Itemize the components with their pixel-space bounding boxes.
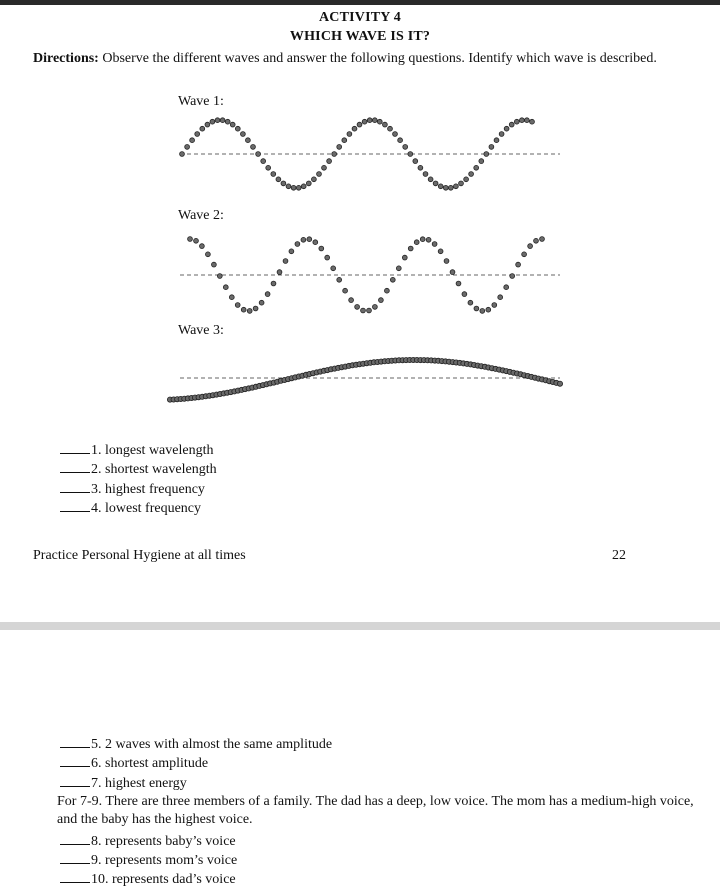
wave1-bead [377, 119, 382, 124]
wave2-bead [200, 244, 205, 249]
answer-blank-5[interactable] [60, 734, 90, 748]
question-2: 2. shortest wavelength [60, 459, 217, 479]
wave1-bead [246, 138, 251, 143]
wave1-bead [433, 181, 438, 186]
wave1-bead [454, 184, 459, 189]
wave1-bead [423, 172, 428, 177]
wave2-bead [307, 237, 312, 242]
wave1-bead [413, 159, 418, 164]
wave2-bead [474, 306, 479, 311]
wave1-bead [205, 122, 210, 127]
wave1-bead [408, 152, 413, 157]
answer-blank-6[interactable] [60, 753, 90, 767]
wave2-bead [408, 246, 413, 251]
wave1-bead [195, 132, 200, 137]
wave2-bead [367, 308, 372, 313]
wave1-bead [509, 122, 514, 127]
scenario-paragraph: For 7-9. There are three members of a family. The dad has a deep, low voice. The mom has a medium-high voice, and the baby has the highest voice. [57, 794, 694, 827]
question-8: 8. represents baby’s voice [60, 831, 236, 851]
wave2-bead [414, 240, 419, 245]
answer-blank-7[interactable] [60, 773, 90, 787]
wave2-bead [212, 262, 217, 267]
wave2-bead [402, 255, 407, 260]
question-7: 7. highest energy [60, 773, 187, 793]
wave1-bead [479, 159, 484, 164]
wave-3-diagram [170, 352, 570, 417]
wave1-bead [225, 119, 230, 124]
wave2-bead [217, 274, 222, 279]
wave2-bead [229, 295, 234, 300]
wave1-bead [372, 118, 377, 123]
wave1-bead [514, 119, 519, 124]
wave2-bead [432, 242, 437, 247]
wave2-bead [271, 281, 276, 286]
wave1-bead [342, 138, 347, 143]
wave1-bead [327, 159, 332, 164]
wave2-bead [468, 300, 473, 305]
wave2-bead [325, 255, 330, 260]
wave2-bead [337, 277, 342, 282]
wave1-bead [398, 138, 403, 143]
question-10: 10. represents dad’s voice [60, 869, 236, 889]
wave2-bead [361, 308, 366, 313]
wave2-bead [295, 242, 300, 247]
wave2-bead [373, 305, 378, 310]
wave1-bead [296, 185, 301, 190]
wave-1-diagram [170, 108, 570, 198]
wave2-bead [331, 266, 336, 271]
wave1-bead [418, 165, 423, 170]
wave1-bead [428, 177, 433, 182]
wave1-bead [357, 122, 362, 127]
wave2-bead [444, 259, 449, 264]
wave2-bead [456, 281, 461, 286]
wave1-bead [190, 138, 195, 143]
wave2-bead [504, 285, 509, 290]
wave1-bead [281, 181, 286, 186]
wave2-bead [534, 238, 539, 243]
wave1-bead [220, 118, 225, 123]
wave1-bead [464, 177, 469, 182]
wave1-bead [494, 138, 499, 143]
wave1-bead [388, 126, 393, 131]
wave2-bead [289, 249, 294, 254]
wave1-bead [276, 177, 281, 182]
wave1-bead [251, 145, 256, 150]
wave2-bead [450, 270, 455, 275]
wave2-bead [426, 237, 431, 242]
wave2-bead [390, 277, 395, 282]
answer-blank-1[interactable] [60, 440, 90, 454]
question-5: 5. 2 waves with almost the same amplitude [60, 734, 332, 754]
wave1-bead [484, 152, 489, 157]
wave1-bead [474, 165, 479, 170]
wave1-bead [235, 126, 240, 131]
wave2-bead [241, 307, 246, 312]
wave1-bead [489, 145, 494, 150]
wave2-bead [319, 246, 324, 251]
wave2-bead [349, 298, 354, 303]
wave1-bead [530, 119, 535, 124]
answer-blank-3[interactable] [60, 479, 90, 493]
wave1-bead [403, 145, 408, 150]
wave1-bead [301, 184, 306, 189]
wave2-bead [379, 298, 384, 303]
wave1-bead [266, 165, 271, 170]
wave1-bead [337, 145, 342, 150]
wave2-bead [522, 252, 527, 257]
wave1-bead [448, 185, 453, 190]
question-3: 3. highest frequency [60, 479, 205, 499]
wave2-bead [498, 295, 503, 300]
wave2-bead [223, 285, 228, 290]
wave1-bead [312, 177, 317, 182]
wave1-bead [504, 126, 509, 131]
wave1-bead [347, 132, 352, 137]
wave-3-label: Wave 3: [178, 323, 224, 338]
wave1-bead [459, 181, 464, 186]
wave1-bead [469, 172, 474, 177]
question-4: 4. lowest frequency [60, 498, 201, 518]
wave2-bead [247, 309, 252, 314]
directions [33, 50, 688, 68]
question-9: 9. represents mom’s voice [60, 850, 237, 870]
wave2-bead [265, 292, 270, 297]
wave2-bead [540, 237, 545, 242]
wave3-bead [557, 381, 562, 386]
answer-blank-9[interactable] [60, 850, 90, 864]
page-divider [0, 622, 720, 630]
wave2-bead [283, 259, 288, 264]
wave1-bead [443, 185, 448, 190]
directions-label: Directions: [33, 51, 99, 66]
wave-1-label: Wave 1: [178, 94, 224, 109]
wave2-bead [253, 306, 258, 311]
wave2-bead [277, 270, 282, 275]
wave1-bead [215, 118, 220, 123]
wave2-bead [385, 288, 390, 293]
wave1-bead [306, 181, 311, 186]
activity-subheading: WHICH WAVE IS IT? [289, 29, 431, 44]
wave2-bead [438, 249, 443, 254]
wave2-bead [343, 288, 348, 293]
wave1-bead [210, 119, 215, 124]
wave-2-diagram [170, 228, 570, 323]
wave2-bead [462, 292, 467, 297]
wave2-bead [492, 303, 497, 308]
wave1-bead [499, 132, 504, 137]
wave2-bead [301, 237, 306, 242]
wave1-bead [286, 184, 291, 189]
answer-blank-10[interactable] [60, 869, 90, 883]
wave1-bead [241, 132, 246, 137]
directions-text: Observe the different waves and answer the following questions. Identify which wave is described. [98, 51, 657, 66]
top-border [0, 0, 720, 5]
wave1-bead [352, 126, 357, 131]
wave1-bead [520, 118, 525, 123]
wave2-bead [486, 307, 491, 312]
wave1-bead [367, 118, 372, 123]
wave1-bead [317, 172, 322, 177]
wave2-bead [259, 300, 264, 305]
wave1-bead [261, 159, 266, 164]
wave1-bead [362, 119, 367, 124]
wave2-bead [188, 237, 193, 242]
wave2-bead [396, 266, 401, 271]
wave2-bead [355, 305, 360, 310]
wave1-bead [200, 126, 205, 131]
answer-blank-2[interactable] [60, 459, 90, 473]
wave1-bead [322, 165, 327, 170]
wave1-bead [271, 172, 276, 177]
page-number: 22 [612, 548, 626, 563]
wave1-bead [393, 132, 398, 137]
wave1-bead [230, 122, 235, 127]
wave1-bead [332, 152, 337, 157]
wave-2-label: Wave 2: [178, 208, 224, 223]
wave1-bead [185, 145, 190, 150]
question-6: 6. shortest amplitude [60, 753, 208, 773]
wave2-bead [480, 309, 485, 314]
answer-blank-4[interactable] [60, 498, 90, 512]
wave2-bead [510, 274, 515, 279]
wave2-bead [235, 303, 240, 308]
wave1-bead [525, 118, 530, 123]
answer-blank-8[interactable] [60, 831, 90, 845]
activity-heading: ACTIVITY 4 [319, 10, 401, 25]
wave1-bead [291, 185, 296, 190]
wave2-bead [420, 237, 425, 242]
wave2-bead [528, 244, 533, 249]
wave2-bead [194, 238, 199, 243]
wave1-bead [256, 152, 261, 157]
question-1: 1. longest wavelength [60, 440, 213, 460]
wave2-bead [206, 252, 211, 257]
footer-motto: Practice Personal Hygiene at all times [33, 548, 246, 563]
wave1-bead [383, 122, 388, 127]
wave1-bead [180, 152, 185, 157]
wave1-bead [438, 184, 443, 189]
wave2-bead [313, 240, 318, 245]
wave2-bead [516, 262, 521, 267]
